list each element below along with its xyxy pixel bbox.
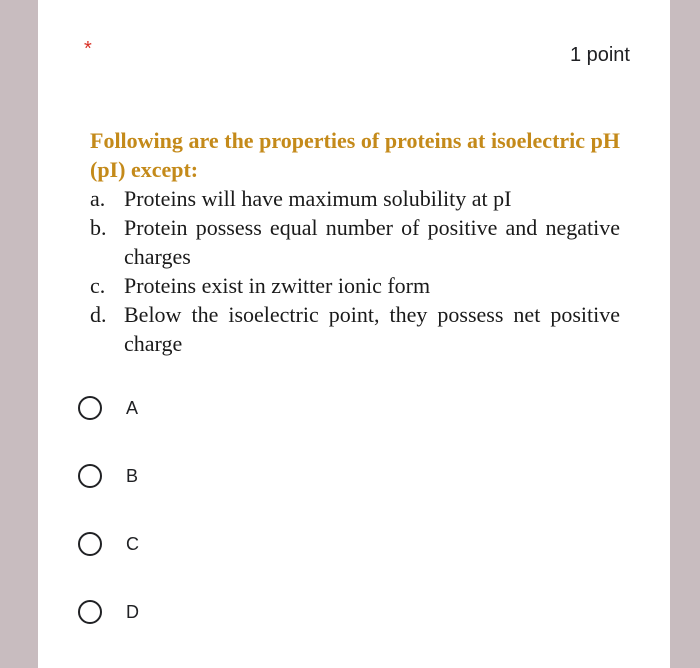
radio-button-d[interactable] [78,600,102,624]
question-title: Following are the properties of proteins at isoelectric pH (pI) except: [90,128,620,182]
option-text: Below the isoelectric point, they possess net positive charge [124,302,620,356]
question-option-a [90,184,620,213]
choice-label-b: B [126,465,139,486]
question-card [38,0,670,668]
option-text: Proteins will have maximum solubility at pI [124,186,512,211]
option-text: Protein possess equal number of positive and negative charges [124,215,620,269]
option-letter: a. [90,186,106,211]
choice-label-c: C [126,533,139,554]
choice-c[interactable] [78,527,139,561]
option-letter: d. [90,302,107,327]
option-letter: b. [90,215,107,240]
radio-button-c[interactable] [78,532,102,556]
question-option-b [90,213,620,271]
choice-d[interactable] [78,595,139,629]
radio-button-a[interactable] [78,396,102,420]
choice-b[interactable] [78,459,138,493]
choice-a[interactable] [78,391,138,425]
question-option-d [90,300,620,358]
points-label: 1 point [569,44,630,66]
choice-label-a: A [126,397,139,418]
option-text: Proteins exist in zwitter ionic form [124,273,431,298]
required-marker: * [84,38,92,60]
option-letter: c. [90,273,106,298]
question-image-text [90,126,620,358]
choice-label-d: D [126,601,139,622]
question-option-c [90,271,620,300]
radio-button-b[interactable] [78,464,102,488]
